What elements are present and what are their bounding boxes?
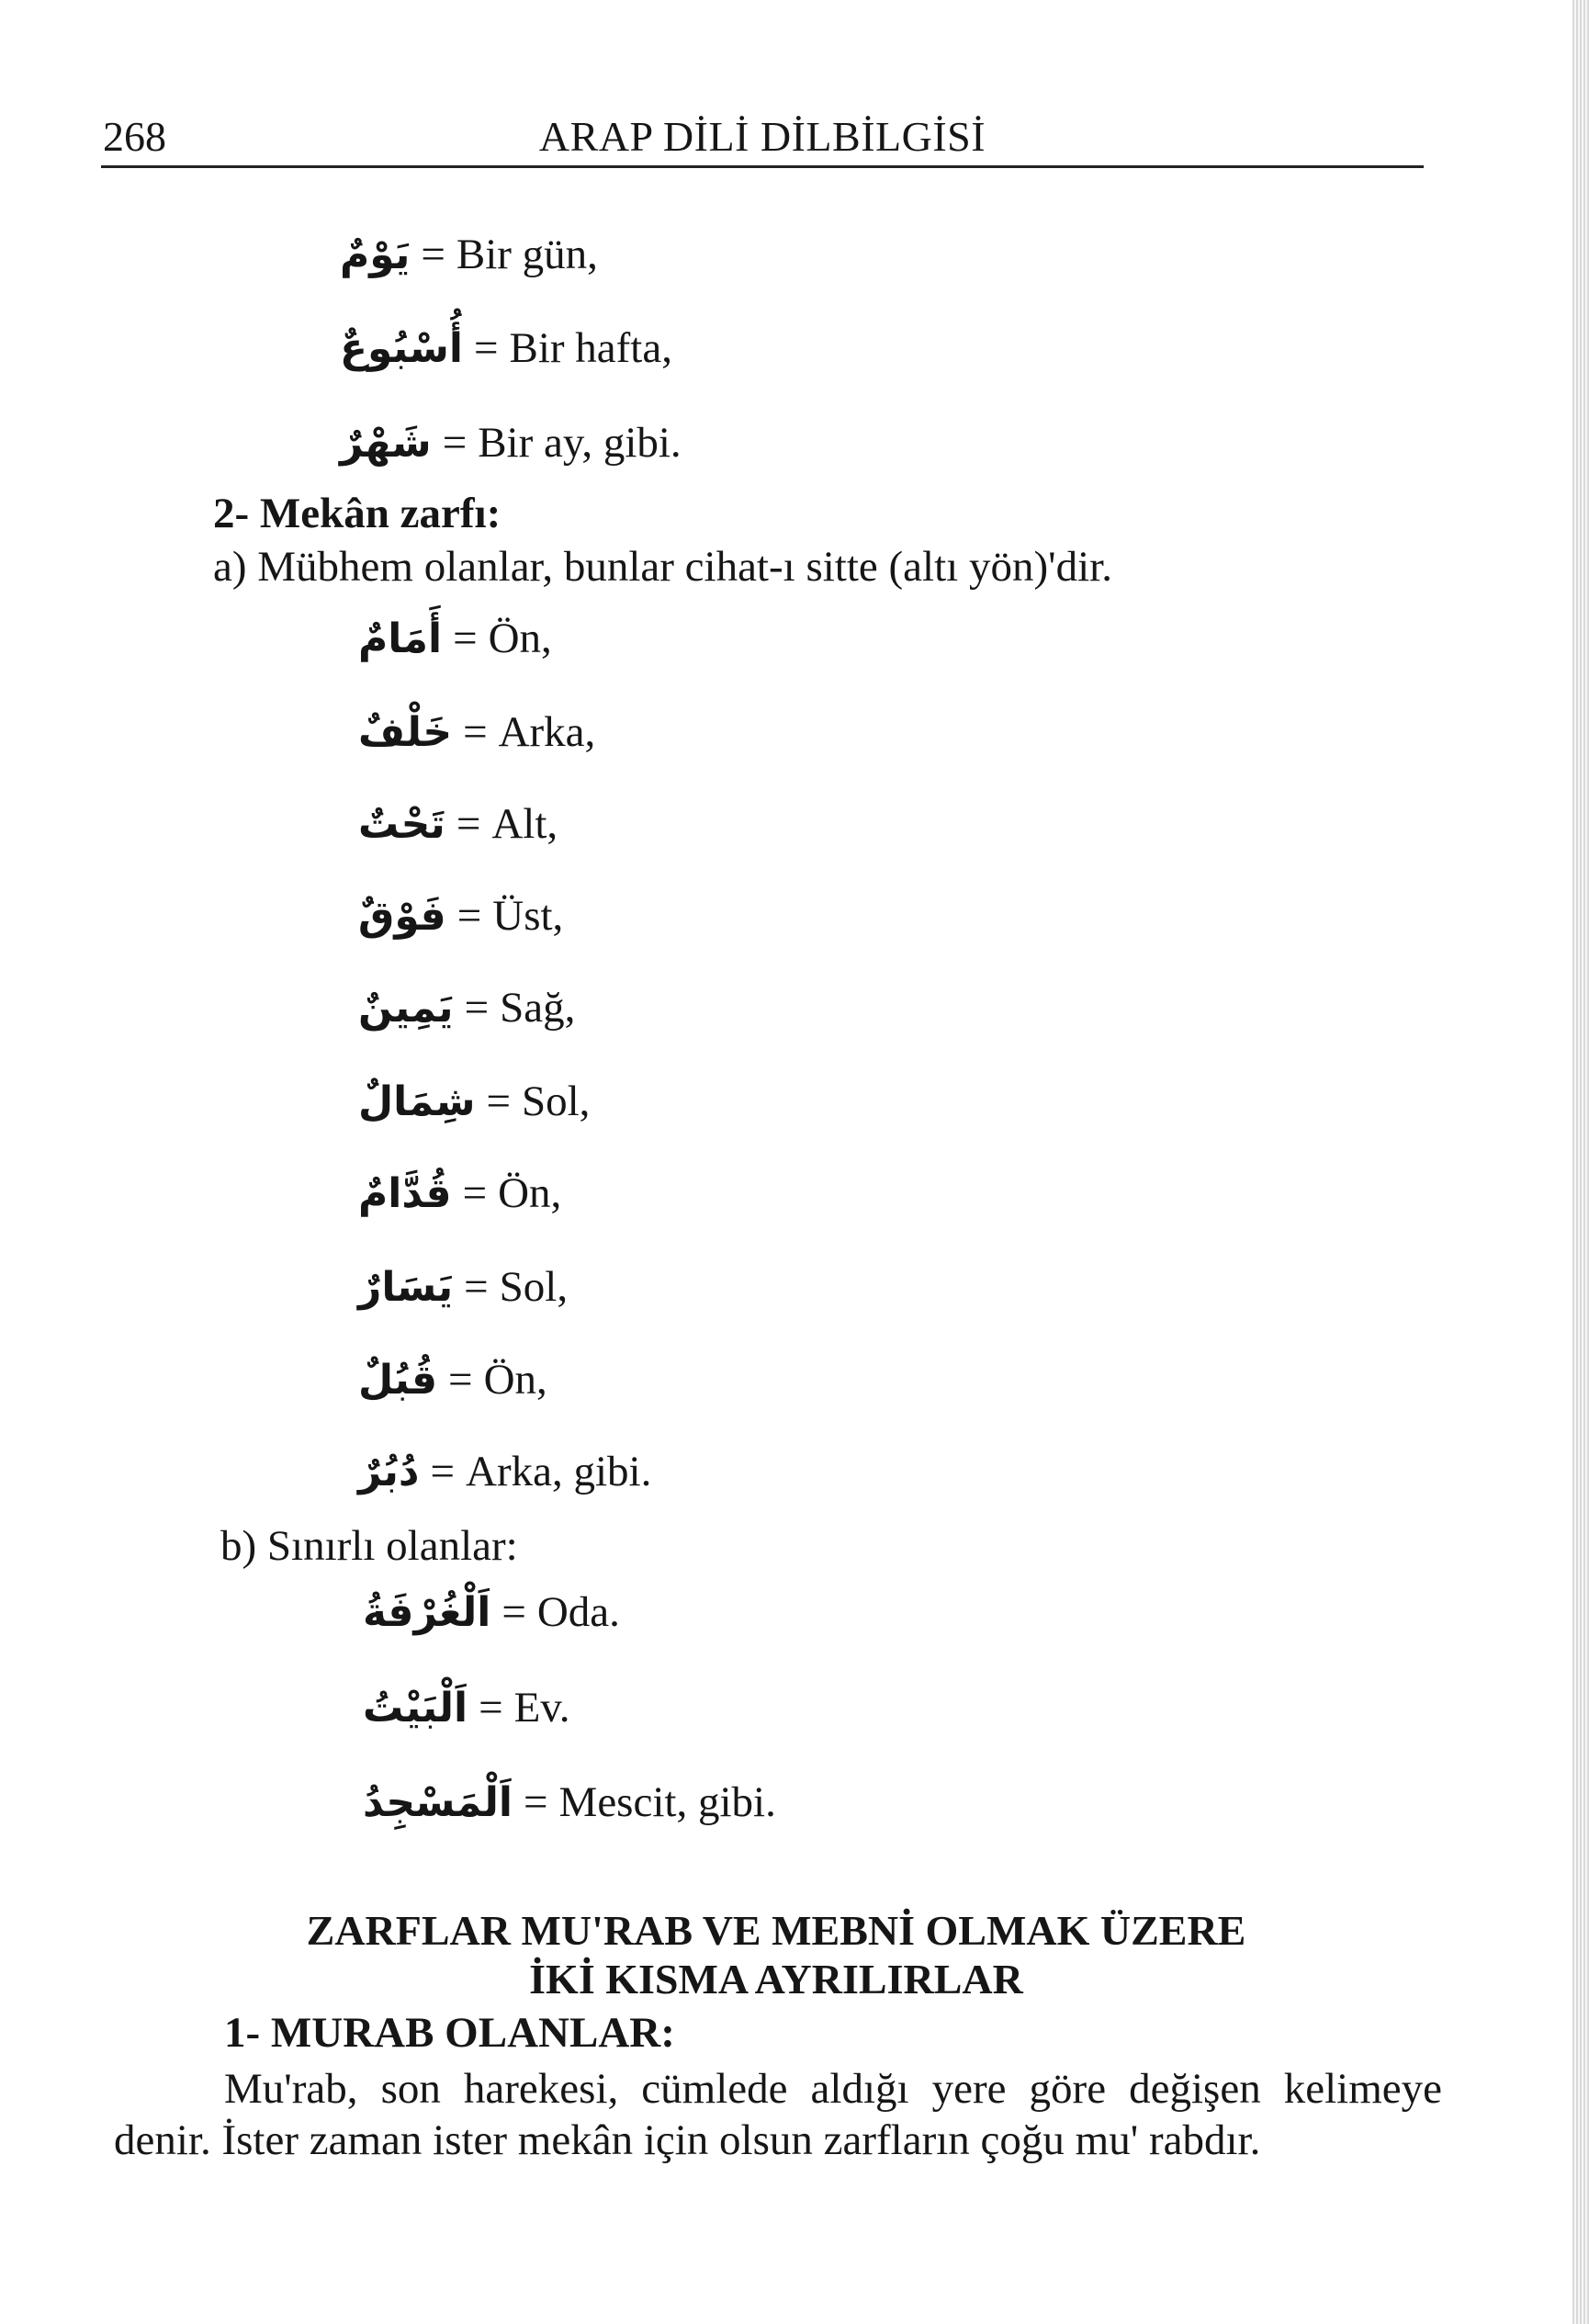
- arabic-word: اَلْمَسْجِدُ: [363, 1779, 513, 1826]
- meaning: Bir gün,: [456, 231, 598, 278]
- arabic-word: اَلْغُرْفَةُ: [363, 1589, 491, 1636]
- vague-example-behind-2: [358, 1447, 651, 1496]
- vague-example-left: [358, 1077, 590, 1126]
- meaning: Arka, gibi.: [466, 1448, 652, 1495]
- limited-example-house: [363, 1683, 570, 1732]
- meaning: Ev.: [513, 1684, 570, 1732]
- equals-sign: =: [501, 1588, 526, 1636]
- limited-example-mosque: [363, 1777, 776, 1827]
- meaning: Oda.: [536, 1588, 620, 1636]
- arabic-word: قُبُلٌ: [358, 1357, 438, 1404]
- arabic-word: خَلْفٌ: [358, 709, 453, 756]
- arabic-word: أُسْبُوعٌ: [340, 325, 463, 372]
- time-example-month: [340, 418, 682, 468]
- equals-sign: =: [442, 419, 468, 467]
- meaning: Bir ay, gibi.: [478, 419, 682, 467]
- place-adverb-heading: 2- Mekân zarfı:: [213, 490, 501, 537]
- meaning: Sol,: [521, 1077, 591, 1125]
- meaning: Mescit, gibi.: [558, 1778, 776, 1826]
- arabic-word: دُبُرٌ: [358, 1449, 420, 1495]
- header-rule: [101, 165, 1424, 168]
- arabic-word: شَهْرٌ: [340, 420, 432, 467]
- meaning: Ön,: [488, 615, 552, 662]
- arabic-word: يَسَارٌ: [358, 1264, 454, 1311]
- limited-adverbs-intro: b) Sınırlı olanlar:: [220, 1522, 518, 1570]
- equals-sign: =: [524, 1778, 548, 1826]
- meaning: Ön,: [483, 1356, 547, 1404]
- vague-example-left-2: [358, 1262, 568, 1312]
- meaning: Bir hafta,: [509, 324, 672, 372]
- page-number: 268: [103, 113, 166, 160]
- equals-sign: =: [473, 324, 499, 372]
- meaning: Alt,: [491, 800, 558, 848]
- equals-sign: =: [463, 708, 488, 756]
- vague-example-behind: [358, 707, 595, 757]
- equals-sign: =: [464, 1263, 489, 1311]
- equals-sign: =: [456, 892, 482, 940]
- vague-example-right: [358, 983, 575, 1032]
- equals-sign: =: [486, 1077, 511, 1125]
- running-title: ARAP DİLİ DİLBİLGİSİ: [538, 113, 986, 160]
- meaning: Sol,: [499, 1263, 569, 1311]
- arabic-word: أَمَامٌ: [358, 615, 443, 662]
- arabic-word: اَلْبَيْتُ: [363, 1685, 468, 1732]
- equals-sign: =: [464, 984, 490, 1032]
- equals-sign: =: [456, 800, 481, 848]
- vague-example-front-3: [358, 1355, 547, 1405]
- vague-example-front: [358, 614, 552, 663]
- time-example-week: [340, 323, 672, 373]
- equals-sign: =: [453, 615, 478, 662]
- vague-example-front-2: [358, 1168, 561, 1218]
- meaning: Sağ,: [500, 984, 576, 1032]
- arabic-word: تَحْتٌ: [358, 801, 445, 848]
- meaning: Ön,: [498, 1169, 562, 1217]
- arabic-word: قُدَّامٌ: [358, 1170, 452, 1217]
- arabic-word: شِمَالٌ: [358, 1078, 476, 1125]
- section-title-line-1: ZARFLAR MU'RAB VE MEBNİ OLMAK ÜZERE: [306, 1907, 1246, 1954]
- equals-sign: =: [448, 1356, 473, 1404]
- arabic-word: يَمِينٌ: [358, 985, 454, 1032]
- equals-sign: =: [462, 1169, 488, 1217]
- arabic-word: فَوْقٌ: [358, 893, 446, 940]
- limited-example-room: [363, 1587, 620, 1637]
- equals-sign: =: [479, 1684, 503, 1732]
- meaning: Üst,: [492, 892, 564, 940]
- time-example-day: [340, 230, 598, 279]
- equals-sign: =: [430, 1448, 455, 1495]
- vague-adverbs-intro: a) Mübhem olanlar, bunlar cihat-ı sitte (altı yön)'dir.: [213, 543, 1112, 591]
- vague-example-above: [358, 891, 563, 941]
- page-header: [101, 108, 1424, 173]
- vague-example-below: [358, 799, 558, 849]
- equals-sign: =: [421, 231, 445, 278]
- arabic-word: يَوْمٌ: [340, 231, 411, 278]
- murab-heading: 1- MURAB OLANLAR:: [224, 2009, 675, 2057]
- meaning: Arka,: [498, 708, 596, 756]
- page-edge-shading: [1572, 0, 1589, 2324]
- murab-paragraph: Mu'rab, son harekesi, cümlede aldığı yere göre değişen kelimeye denir. İster zaman ister mekân için olsun zarfların çoğu mu' rabdır.: [114, 2065, 1442, 2164]
- section-title-line-2: İKİ KISMA AYRILIRLAR: [529, 1956, 1023, 2002]
